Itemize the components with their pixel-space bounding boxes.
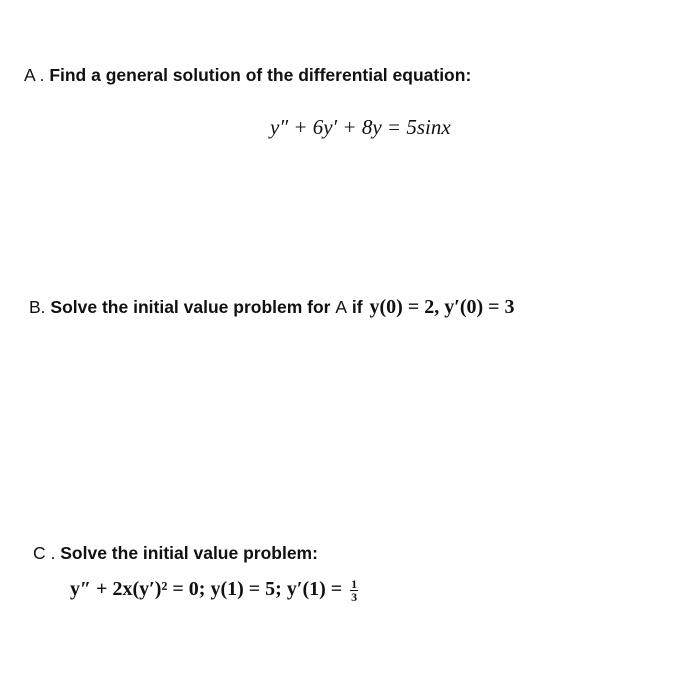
problem-b-letter: B. xyxy=(29,297,46,317)
problem-c-instruction: Solve the initial value problem: xyxy=(60,543,318,563)
problem-b-if: if xyxy=(351,297,363,317)
problem-b-initial-conditions: y(0) = 2, y′(0) = 3 xyxy=(369,296,515,318)
problem-c-heading xyxy=(33,542,318,564)
problem-b-reference: A xyxy=(335,297,348,317)
problem-a-heading xyxy=(24,64,471,86)
problem-c-equation xyxy=(70,574,358,604)
fraction-denominator: 3 xyxy=(351,589,358,604)
fraction-numerator: 1 xyxy=(351,576,358,591)
problem-a-letter: A . xyxy=(24,65,45,85)
problem-c-letter: C . xyxy=(33,543,56,563)
problem-c-equation-text: y″ + 2x(y′)² = 0; y(1) = 5; y′(1) = xyxy=(70,578,343,600)
problem-b-heading xyxy=(29,296,515,318)
problem-a-equation: y″ + 6y′ + 8y = 5sinx xyxy=(270,115,451,139)
problem-b-instruction: Solve the initial value problem for xyxy=(50,297,331,317)
problem-c-fraction xyxy=(350,578,358,603)
problem-a-instruction: Find a general solution of the differential equation: xyxy=(49,65,472,85)
